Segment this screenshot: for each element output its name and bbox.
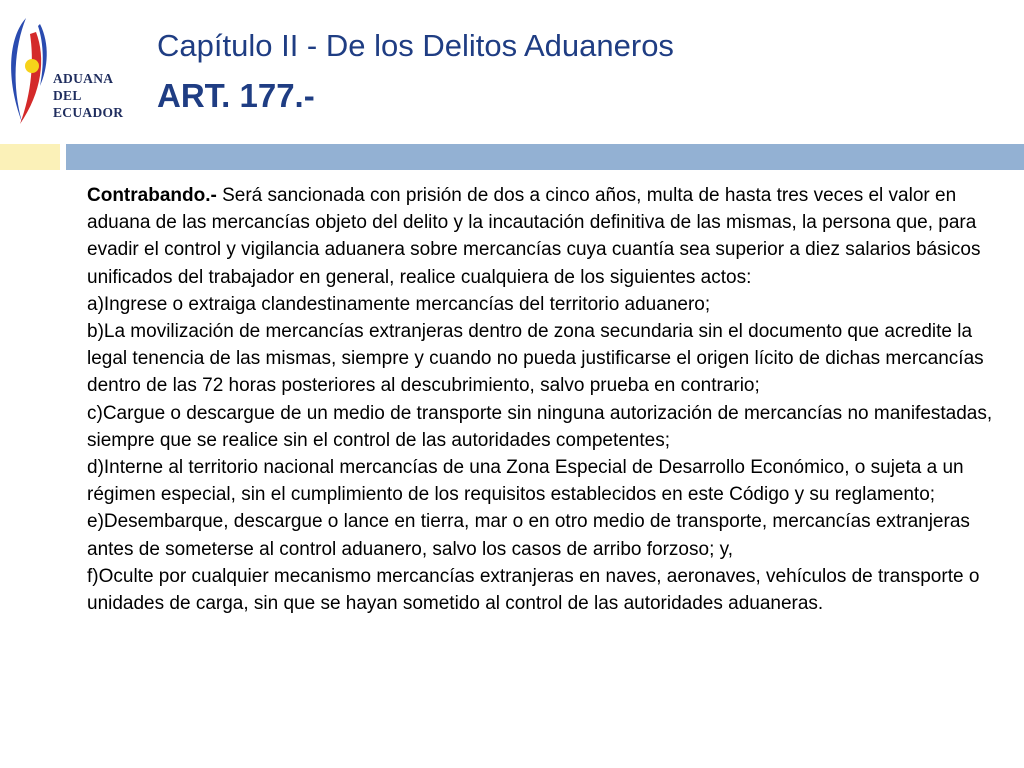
logo-line-1: ADUANA <box>53 71 114 86</box>
list-item-b: b)La movilización de mercancías extranjeras dentro de zona secundaria sin el documento que acredite la legal tenencia de las mismas, siempre y cuando no pueda justificarse el origen lícito de dichas mercancías dentro de las 72 horas posteriores al descubrimiento, salvo prueba en contrario; <box>87 321 984 397</box>
header-band-yellow <box>0 144 60 170</box>
article-heading: Contrabando.- <box>87 185 217 206</box>
slide-title: Capítulo II - De los Delitos Aduaneros <box>157 28 674 63</box>
list-item-a: a)Ingrese o extraiga clandestinamente mercancías del territorio aduanero; <box>87 293 711 315</box>
article-body <box>87 182 1007 617</box>
aduana-logo <box>6 14 146 130</box>
logo-line-2: DEL <box>53 88 82 103</box>
list-item-d: d)Interne al territorio nacional mercancías de una Zona Especial de Desarrollo Económico, o sujeta a un régimen especial, sin el cumplimiento de los requisitos establecidos en este Código y su reglamento; <box>87 457 964 506</box>
logo-line-3: ECUADOR <box>53 105 124 120</box>
list-item-e: e)Desembarque, descargue o lance en tierra, mar o en otro medio de transporte, mercancías extranjeras antes de someterse al control aduanero, salvo los casos de arribo forzoso; y, <box>87 511 970 560</box>
aduana-emblem-icon <box>6 14 54 130</box>
list-item-f: f)Oculte por cualquier mecanismo mercancías extranjeras en naves, aeronaves, vehículos de transporte o unidades de carga, sin que se hayan sometido al control de las autoridades aduaneras. <box>87 565 980 615</box>
logo-text <box>53 70 123 121</box>
article-intro-text: Será sancionada con prisión de dos a cinco años, multa de hasta tres veces el valor en aduana de las mercancías objeto del delito y la incautación definitiva de las mismas, la persona que, para evadir el control y vigilancia aduanera sobre mercancías cuya cuantía sea superior a diez salarios básicos unificados del trabajador en general, realice cualquiera de los siguientes actos: <box>87 185 981 288</box>
header-band-blue <box>66 144 1024 170</box>
list-item-c: c)Cargue o descargue de un medio de transporte sin ninguna autorización de mercancías no manifestadas, siempre que se realice sin el control de las autoridades competentes; <box>87 402 993 451</box>
slide-subtitle: ART. 177.- <box>157 77 315 114</box>
article-intro <box>87 182 1007 291</box>
